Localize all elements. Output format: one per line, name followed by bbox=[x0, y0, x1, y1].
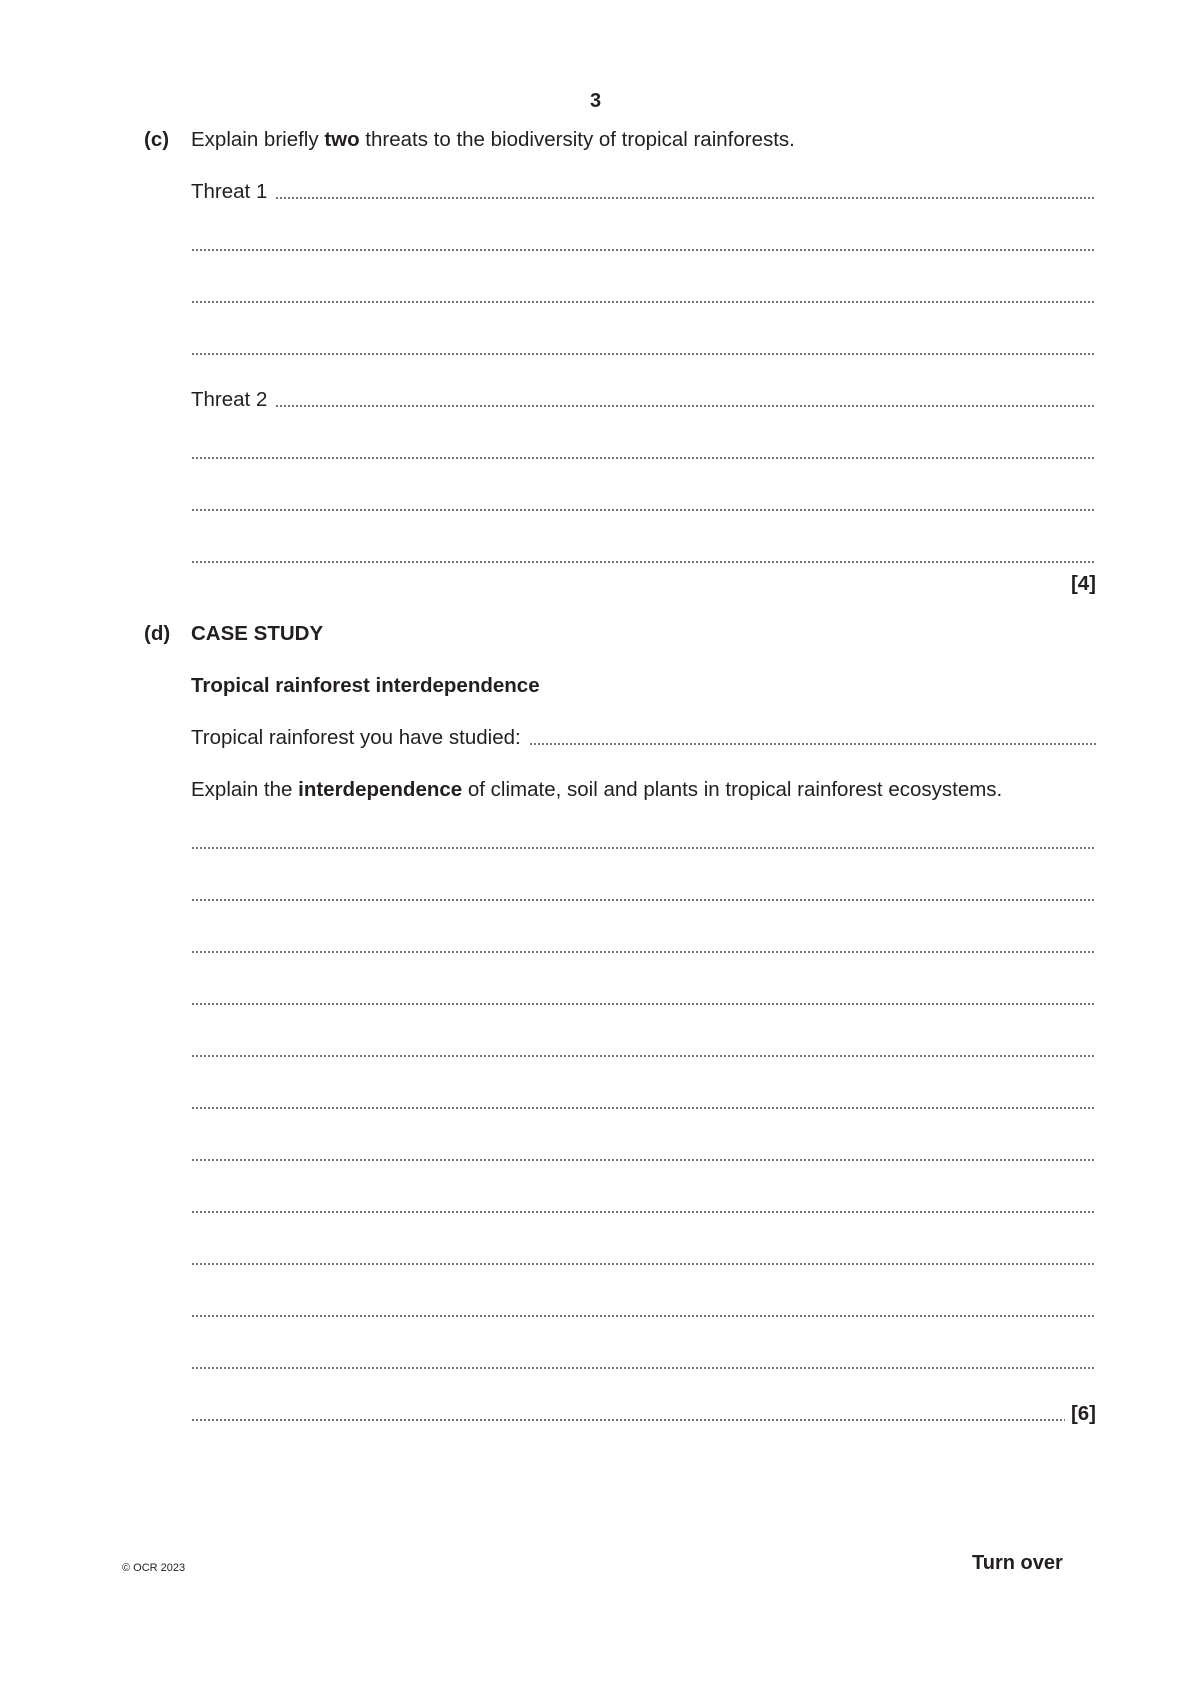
dotted-line bbox=[191, 353, 1096, 355]
threat-1-answer-line[interactable] bbox=[191, 180, 1096, 204]
turn-over-label: Turn over bbox=[972, 1552, 1063, 1574]
threat-2-answer-line-2[interactable] bbox=[191, 440, 1096, 464]
dotted-line bbox=[191, 847, 1096, 849]
question-c-label: (c) bbox=[144, 128, 170, 151]
question-c-prompt-pre: Explain briefly bbox=[191, 128, 325, 151]
dotted-line bbox=[191, 1263, 1096, 1265]
question-d-answer-line-9[interactable] bbox=[191, 1246, 1096, 1270]
rainforest-studied-line[interactable] bbox=[191, 726, 1096, 750]
question-c-prompt bbox=[191, 128, 795, 152]
dotted-line bbox=[191, 1055, 1096, 1057]
dotted-line bbox=[191, 1419, 1065, 1421]
dotted-line bbox=[191, 561, 1096, 563]
question-d-marks: [6] bbox=[1070, 1402, 1096, 1425]
dotted-line bbox=[191, 249, 1096, 251]
threat-1-answer-line-4[interactable] bbox=[191, 336, 1096, 360]
question-d-prompt-bold: interdependence bbox=[298, 778, 463, 801]
question-d-prompt-post: of climate, soil and plants in tropical rainforest ecosystems. bbox=[462, 778, 1003, 801]
question-d-answer-line-2[interactable] bbox=[191, 882, 1096, 906]
threat-1-label: Threat 1 bbox=[191, 180, 268, 203]
question-c-prompt-bold: two bbox=[324, 128, 360, 151]
page-number: 3 bbox=[589, 90, 602, 112]
dotted-line bbox=[191, 1159, 1096, 1161]
question-d-answer-line-12[interactable] bbox=[191, 1402, 1096, 1426]
dotted-line bbox=[529, 743, 1096, 745]
threat-2-answer-line[interactable] bbox=[191, 388, 1096, 412]
threat-1-answer-line-2[interactable] bbox=[191, 232, 1096, 256]
dotted-line bbox=[191, 899, 1096, 901]
question-d-prompt bbox=[191, 778, 1002, 802]
threat-2-answer-line-4[interactable] bbox=[191, 544, 1096, 568]
dotted-line bbox=[191, 1211, 1096, 1213]
question-d-answer-line-1[interactable] bbox=[191, 830, 1096, 854]
question-d-answer-line-4[interactable] bbox=[191, 986, 1096, 1010]
dotted-line bbox=[275, 197, 1096, 199]
threat-2-answer-line-3[interactable] bbox=[191, 492, 1096, 516]
dotted-line bbox=[191, 509, 1096, 511]
threat-1-answer-line-3[interactable] bbox=[191, 284, 1096, 308]
dotted-line bbox=[191, 457, 1096, 459]
question-d-answer-line-7[interactable] bbox=[191, 1142, 1096, 1166]
question-d-answer-line-3[interactable] bbox=[191, 934, 1096, 958]
question-c-marks: [4] bbox=[1070, 572, 1096, 595]
question-d-answer-line-6[interactable] bbox=[191, 1090, 1096, 1114]
dotted-line bbox=[191, 301, 1096, 303]
question-d-answer-line-11[interactable] bbox=[191, 1350, 1096, 1374]
question-d-answer-line-10[interactable] bbox=[191, 1298, 1096, 1322]
question-d-answer-line-5[interactable] bbox=[191, 1038, 1096, 1062]
dotted-line bbox=[191, 1315, 1096, 1317]
rainforest-studied-label: Tropical rainforest you have studied: bbox=[191, 726, 521, 749]
question-d-prompt-pre: Explain the bbox=[191, 778, 299, 801]
dotted-line bbox=[191, 1367, 1096, 1369]
dotted-line bbox=[191, 951, 1096, 953]
dotted-line bbox=[191, 1107, 1096, 1109]
copyright-notice: © OCR 2023 bbox=[122, 1562, 186, 1574]
dotted-line bbox=[275, 405, 1096, 407]
question-d-answer-line-8[interactable] bbox=[191, 1194, 1096, 1218]
threat-2-label: Threat 2 bbox=[191, 388, 268, 411]
dotted-line bbox=[191, 1003, 1096, 1005]
question-c-prompt-post: threats to the biodiversity of tropical rainforests. bbox=[359, 128, 795, 151]
case-study-subheading: Tropical rainforest interdependence bbox=[191, 674, 540, 697]
case-study-heading: CASE STUDY bbox=[191, 622, 324, 645]
question-d-label: (d) bbox=[144, 622, 171, 645]
